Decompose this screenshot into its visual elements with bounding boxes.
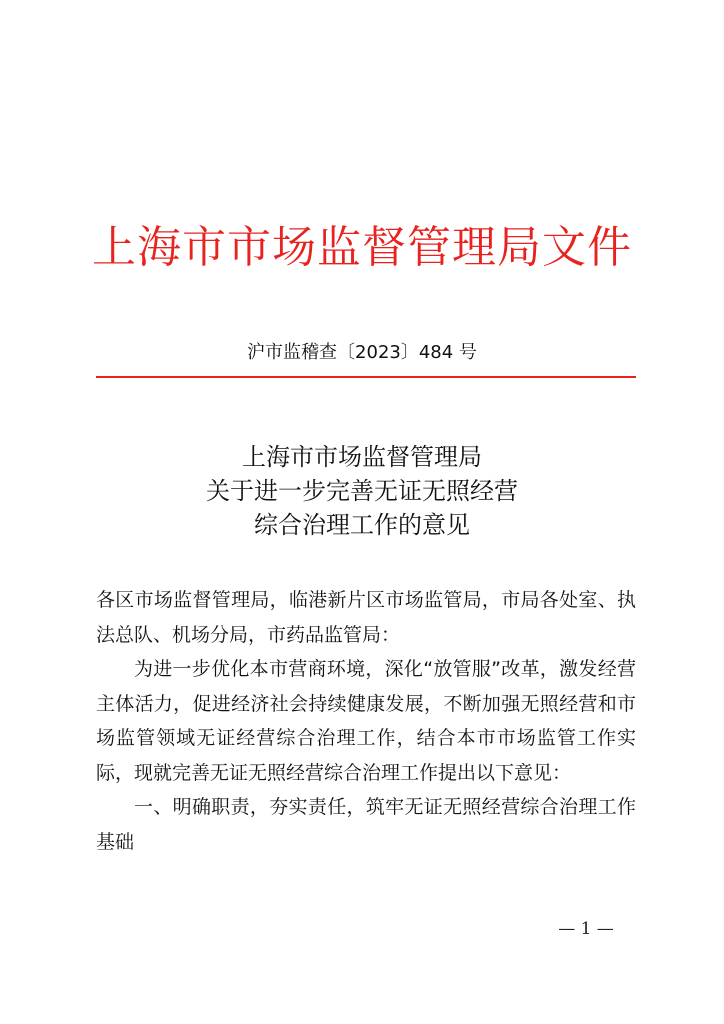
title-line: 关于进一步完善无证无照经营 <box>206 477 518 505</box>
document-number: 沪市监稽查〔2023〕484 号 <box>247 342 477 363</box>
document-header-title: 上海市市场监督管理局文件 <box>92 222 632 273</box>
document-title <box>0 440 724 542</box>
addressees-paragraph: 各区市场监督管理局，临港新片区市场监管局，市局各处室、执法总队、机场分局，市药品监管局： <box>96 589 636 646</box>
document-body <box>96 583 636 859</box>
page-number: — 1 — <box>558 919 614 939</box>
title-line: 上海市市场监督管理局 <box>242 443 482 471</box>
section-heading: 一、明确职责，夯实责任，筑牢无证无照经营综合治理工作基础 <box>96 796 636 853</box>
intro-paragraph: 为进一步优化本市营商环境，深化“放管服”改革，激发经营主体活力，促进经济社会持续健康发展，不断加强无照经营和市场监管领域无证经营综合治理工作，结合本市市场监管工作实际，现就完善无证无照经营综合治理工作提出以下意见： <box>96 658 636 784</box>
header-divider <box>96 376 636 378</box>
title-line: 综合治理工作的意见 <box>254 511 470 539</box>
